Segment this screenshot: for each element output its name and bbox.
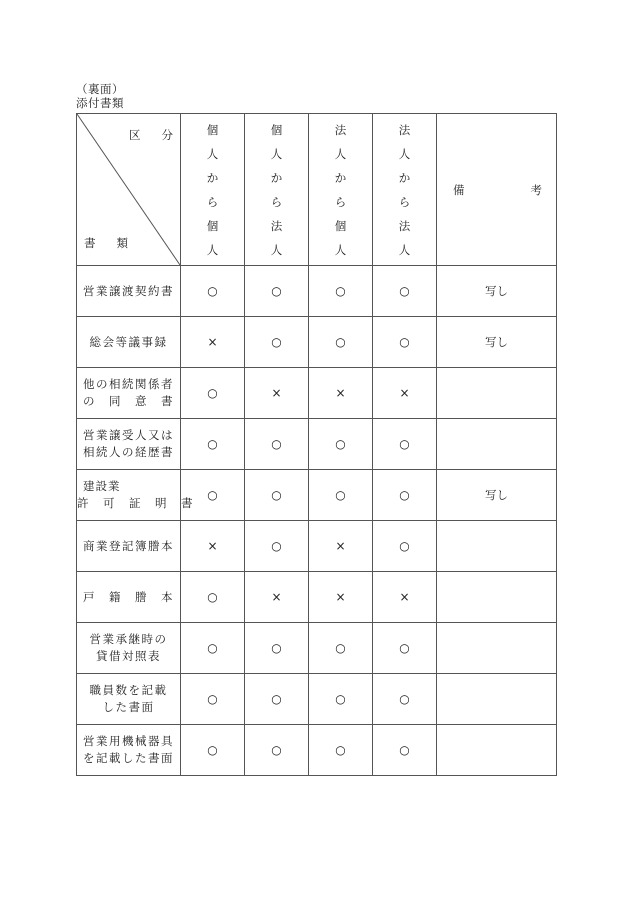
document-name-cell: [77, 572, 181, 623]
column-header-individual-to-individual: 個 人 か ら 個 人: [181, 114, 245, 266]
mark-cell: [245, 470, 309, 521]
table-row: [77, 368, 557, 419]
document-name-cell: [77, 368, 181, 419]
mark-cell: [245, 419, 309, 470]
table-row: [77, 674, 557, 725]
column-header-remarks: 備 考: [437, 114, 557, 266]
document-name: 相続人の経歴書: [83, 445, 174, 459]
table-row: [77, 623, 557, 674]
circle-mark: ○: [335, 641, 346, 655]
mark-cell: [373, 266, 437, 317]
table-row: [77, 266, 557, 317]
attachments-table: [76, 113, 557, 776]
mark-cell: [309, 368, 373, 419]
cross-mark: ×: [399, 386, 410, 400]
mark-cell: [181, 674, 245, 725]
table-row: [77, 521, 557, 572]
cross-mark: ×: [335, 386, 346, 400]
circle-mark: ○: [335, 437, 346, 451]
document-name: 他の相続関係者: [83, 377, 174, 391]
mark-cell: [245, 317, 309, 368]
remarks-cell: [437, 419, 557, 470]
diagonal-header-cell: [77, 114, 181, 266]
document-name-cell: [77, 470, 194, 521]
mark-cell: [181, 470, 245, 521]
circle-mark: ○: [335, 335, 346, 349]
document-name: 営業用機械器具: [83, 734, 174, 748]
mark-cell: [309, 419, 373, 470]
mark-cell: [245, 623, 309, 674]
remarks-cell: [437, 521, 557, 572]
document-name: 戸 籍 謄 本: [83, 589, 174, 604]
column-header-individual-to-corporation: 個 人 か ら 法 人: [245, 114, 309, 266]
document-name-cell: [77, 674, 181, 725]
mark-cell: [373, 725, 437, 776]
mark-cell: [181, 419, 245, 470]
cross-mark: ×: [207, 335, 218, 349]
document-name-cell: [77, 266, 181, 317]
mark-cell: [373, 368, 437, 419]
circle-mark: ○: [335, 743, 346, 757]
mark-cell: [373, 470, 437, 521]
circle-mark: ○: [335, 284, 346, 298]
circle-mark: ○: [399, 743, 410, 757]
mark-cell: [245, 725, 309, 776]
cross-mark: ×: [335, 539, 346, 553]
circle-mark: ○: [207, 692, 218, 706]
mark-cell: [309, 521, 373, 572]
mark-cell: [245, 266, 309, 317]
table-row: [77, 317, 557, 368]
mark-cell: [373, 521, 437, 572]
table-row: [77, 419, 557, 470]
mark-cell: [181, 521, 245, 572]
circle-mark: ○: [207, 284, 218, 298]
circle-mark: ○: [271, 488, 282, 502]
column-header-corporation-to-corporation: 法 人 か ら 法 人: [373, 114, 437, 266]
circle-mark: ○: [399, 641, 410, 655]
side-label: （裏面）: [76, 82, 124, 96]
document-name: 営業譲渡契約書: [83, 283, 174, 298]
remarks-cell: [437, 572, 557, 623]
mark-cell: [373, 623, 437, 674]
table-row: [77, 470, 557, 521]
mark-cell: [373, 572, 437, 623]
mark-cell: [245, 674, 309, 725]
mark-cell: [309, 470, 373, 521]
remarks-text: 写し: [485, 284, 508, 298]
cross-mark: ×: [271, 386, 282, 400]
mark-cell: [309, 725, 373, 776]
mark-cell: [309, 674, 373, 725]
mark-cell: [245, 368, 309, 419]
document-name: を記載した書面: [83, 751, 174, 765]
document-name: 総会等議事録: [89, 334, 168, 349]
circle-mark: ○: [207, 590, 218, 604]
circle-mark: ○: [271, 437, 282, 451]
mark-cell: [309, 623, 373, 674]
table-row: [77, 725, 557, 776]
mark-cell: [181, 317, 245, 368]
circle-mark: ○: [271, 692, 282, 706]
circle-mark: ○: [271, 539, 282, 553]
page-title: 添付書類: [76, 96, 124, 110]
circle-mark: ○: [207, 641, 218, 655]
circle-mark: ○: [399, 284, 410, 298]
document-name-cell: [77, 521, 181, 572]
mark-cell: [373, 419, 437, 470]
remarks-cell: [437, 368, 557, 419]
document-name: 営業承継時の: [89, 632, 168, 646]
column-header-corporation-to-individual: 法 人 か ら 個 人: [309, 114, 373, 266]
mark-cell: [181, 368, 245, 419]
remarks-cell: [437, 470, 557, 521]
mark-cell: [181, 572, 245, 623]
remarks-cell: [437, 266, 557, 317]
cross-mark: ×: [399, 590, 410, 604]
circle-mark: ○: [399, 335, 410, 349]
document-name: 職員数を記載: [89, 683, 168, 697]
document-name-cell: [77, 317, 181, 368]
mark-cell: [181, 725, 245, 776]
table-row: [77, 572, 557, 623]
document-name: の 同 意 書: [83, 394, 174, 408]
document-name-cell: [77, 419, 181, 470]
document-name: 営業譲受人又は: [83, 428, 174, 442]
cross-mark: ×: [271, 590, 282, 604]
document-name: した書面: [102, 700, 155, 714]
remarks-cell: [437, 725, 557, 776]
circle-mark: ○: [399, 437, 410, 451]
document-name: 許 可 証 明 書: [77, 496, 194, 510]
document-name: 貸借対照表: [96, 649, 161, 663]
remarks-text: 写し: [485, 335, 508, 349]
section-label: 区 分: [129, 128, 173, 142]
mark-cell: [373, 317, 437, 368]
table-body: [77, 266, 557, 776]
circle-mark: ○: [207, 743, 218, 757]
remarks-text: 写し: [485, 488, 508, 502]
circle-mark: ○: [271, 284, 282, 298]
mark-cell: [309, 317, 373, 368]
mark-cell: [309, 572, 373, 623]
circle-mark: ○: [399, 488, 410, 502]
documents-label: 書 類: [84, 236, 128, 250]
mark-cell: [181, 266, 245, 317]
circle-mark: ○: [207, 488, 218, 502]
circle-mark: ○: [335, 488, 346, 502]
remarks-cell: [437, 623, 557, 674]
mark-cell: [181, 623, 245, 674]
circle-mark: ○: [271, 743, 282, 757]
remarks-cell: [437, 674, 557, 725]
document-name-cell: [77, 623, 181, 674]
circle-mark: ○: [399, 692, 410, 706]
mark-cell: [245, 572, 309, 623]
document-name-cell: [77, 725, 181, 776]
circle-mark: ○: [271, 335, 282, 349]
mark-cell: [309, 266, 373, 317]
cross-mark: ×: [335, 590, 346, 604]
mark-cell: [373, 674, 437, 725]
header-row: [77, 114, 557, 266]
mark-cell: [245, 521, 309, 572]
document-name: 商業登記簿謄本: [83, 538, 174, 553]
remarks-cell: [437, 317, 557, 368]
circle-mark: ○: [399, 539, 410, 553]
document-name: 建設業: [83, 479, 121, 493]
circle-mark: ○: [335, 692, 346, 706]
circle-mark: ○: [207, 386, 218, 400]
cross-mark: ×: [207, 539, 218, 553]
circle-mark: ○: [207, 437, 218, 451]
circle-mark: ○: [271, 641, 282, 655]
